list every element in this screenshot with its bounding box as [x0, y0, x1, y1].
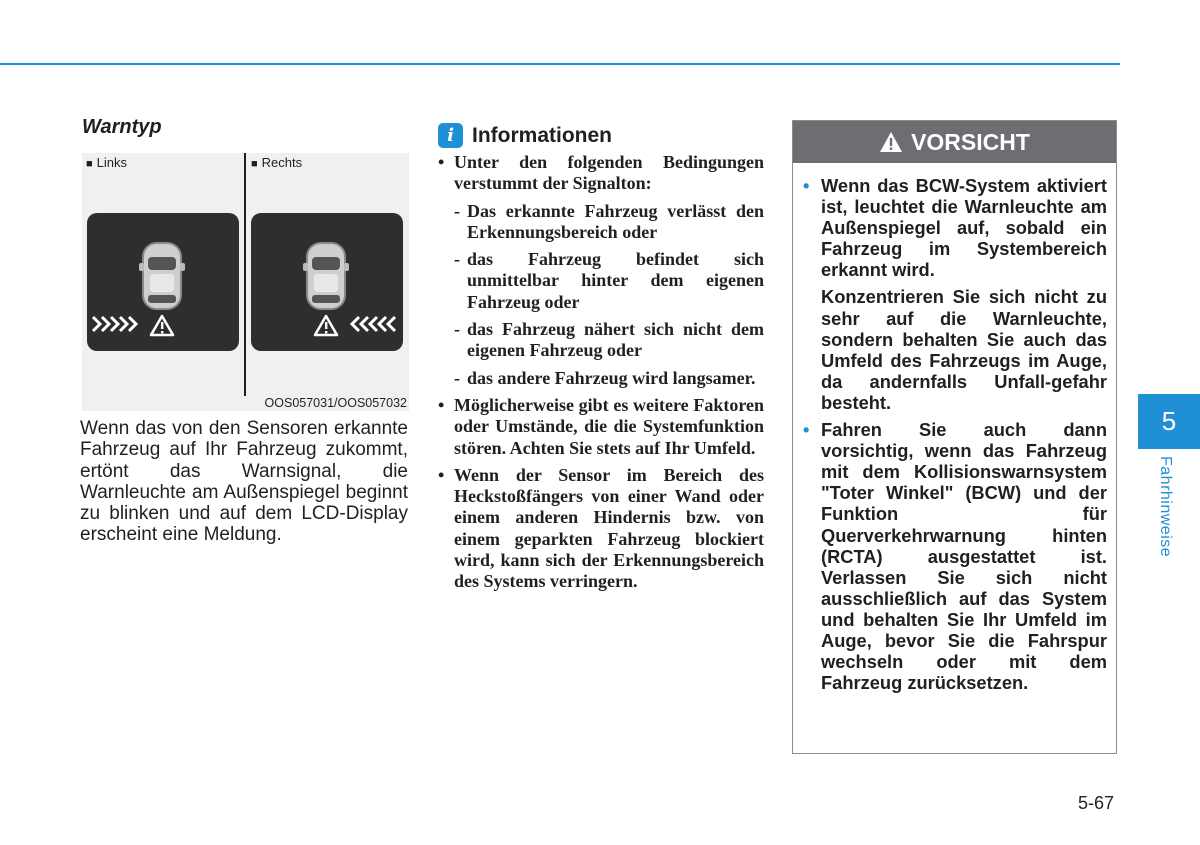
info-sub-item: - das Fahrzeug nähert sich nicht dem eigenen Fahrzeug oder: [454, 319, 764, 362]
warntyp-heading: Warntyp: [82, 116, 162, 138]
info-icon: i: [438, 123, 463, 148]
mirror-panel-left: [87, 213, 239, 351]
info-header: [438, 123, 612, 148]
mirror-panel-right: [251, 213, 403, 351]
chapter-tab: 5: [1138, 394, 1200, 449]
body-paragraph: Wenn das von den Sensoren erkannte Fahrzeug auf Ihr Fahrzeug zukommt, ertönt das Warnsignal, die Warnleuchte am Außenspiegel beginnt zu blinken und auf dem LCD-Display erscheint eine Meldung.: [80, 418, 408, 546]
info-item-text: Unter den folgenden Bedingungen verstummt der Signalton:: [454, 152, 764, 194]
figure-label-right-text: Rechts: [261, 155, 303, 170]
caution-title: VORSICHT: [911, 128, 1030, 155]
chevron-arrows-icon: [93, 317, 136, 331]
info-item: • Wenn der Sensor im Bereich des Heckstoßfängers von einer Wand oder einem anderen Hindernis bzw. von einem geparkten Fahrzeug blockiert wird, kann sich der Erkennungsbereich des Systems verringern.: [437, 465, 764, 593]
top-rule: [0, 63, 1120, 65]
caution-header: [793, 121, 1116, 163]
car-top-view-icon: [303, 243, 349, 309]
caution-paragraph: Konzentrieren Sie sich nicht zu sehr auf die Warnleuchte, sondern behalten Sie auch das Umfeld des Fahrzeugs im Auge, da andernfalls Unfall-gefahr besteht.: [821, 286, 1107, 413]
warning-type-figure: [82, 153, 409, 411]
figure-label-right: ■ Rechts: [251, 155, 303, 170]
warning-triangle-icon: [151, 316, 173, 335]
info-sub-item: - Das erkannte Fahrzeug verlässt den Erkennungsbereich oder: [454, 201, 764, 244]
info-title: Informationen: [472, 123, 612, 147]
warning-triangle-icon: [315, 316, 337, 335]
caution-list: [793, 163, 1116, 693]
info-sub-list: [454, 201, 764, 389]
caution-item: [793, 175, 1107, 413]
figure-code: OOS057031/OOS057032: [264, 396, 407, 410]
info-item: • Möglicherweise gibt es weitere Faktoren oder Umstände, die die Systemfunktion stören. Achten Sie stets auf Ihr Umfeld.: [437, 395, 764, 459]
info-item: [437, 152, 764, 389]
figure-divider: [244, 153, 246, 396]
info-sub-item: - das Fahrzeug befindet sich unmittelbar hinter dem eigenen Fahrzeug oder: [454, 249, 764, 313]
caution-paragraph: • Wenn das BCW-System aktiviert ist, leuchtet die Warnleuchte am Außenspiegel auf, sobald ein Fahrzeug im Systembereich erkannt wird.: [821, 175, 1107, 281]
caution-box: [792, 120, 1117, 754]
page-number: 5-67: [1078, 793, 1115, 813]
chevron-arrows-icon: [352, 317, 395, 331]
figure-label-left: ■ Links: [86, 155, 128, 170]
car-top-view-icon: [139, 243, 185, 309]
figure-label-left-text: Links: [96, 155, 128, 170]
chapter-name: Fahrhinweise: [1157, 456, 1174, 558]
info-list: [437, 152, 764, 599]
info-sub-item: - das andere Fahrzeug wird langsamer.: [454, 368, 764, 389]
caution-item: • Fahren Sie auch dann vorsichtig, wenn das Fahrzeug mit dem Kollisionswarnsystem "Toter Winkel" (BCW) und der Funktion für Querverkehrwarnung hinten (RCTA) ausgestattet ist. Verlassen Sie sich nicht ausschließlich auf das System und behalten Sie Ihr Umfeld im Auge, bevor Sie die Fahrspur wechseln oder mit dem Fahrzeug zurücksetzen.: [793, 419, 1107, 693]
warning-triangle-icon: [879, 131, 903, 153]
